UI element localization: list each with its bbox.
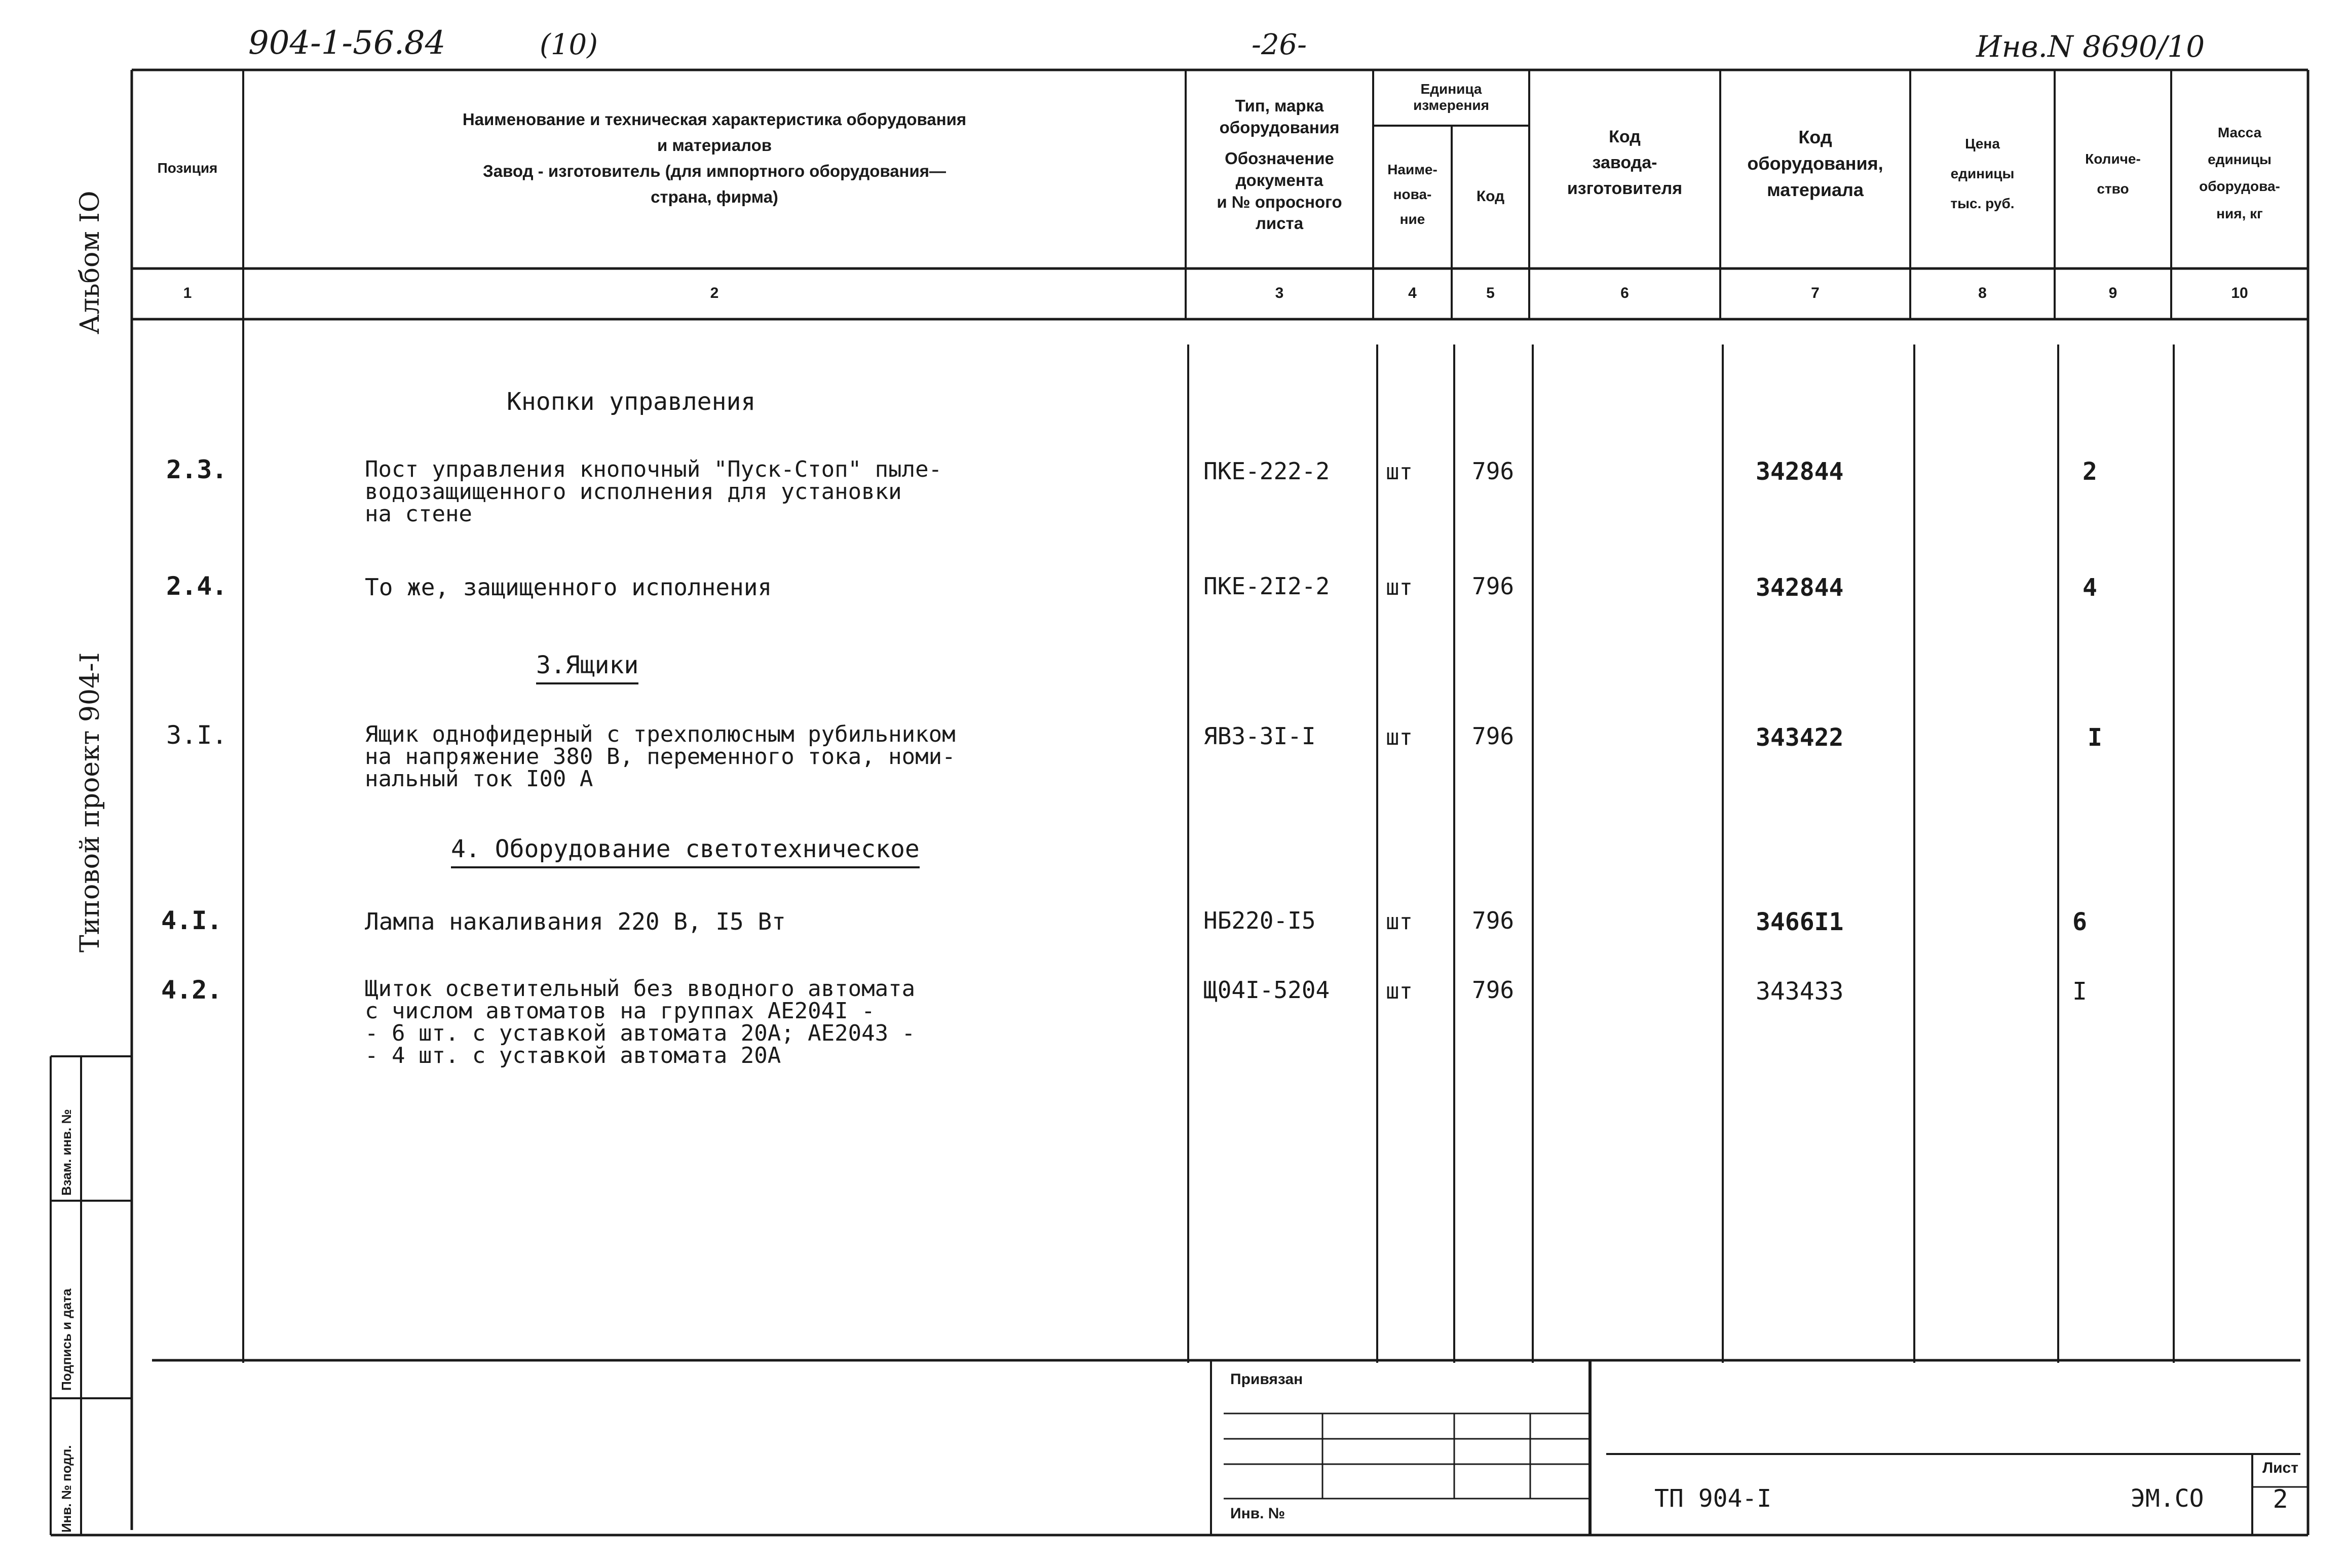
row-position: 3.I. xyxy=(166,720,228,750)
row-name: Лампа накаливания 220 В, I5 Вт xyxy=(365,908,786,935)
footer-doc: ТП 904-I xyxy=(1654,1484,1772,1513)
header-equipment-code: Код оборудования, материала xyxy=(1747,127,1883,201)
footer-mark: ЭМ.СО xyxy=(2131,1484,2204,1513)
row-quantity: I xyxy=(2088,723,2102,752)
col-number: 7 xyxy=(1811,285,1820,301)
row-type: Щ04I-5204 xyxy=(1203,976,1330,1004)
row-type: ПКЕ-222-2 xyxy=(1203,457,1330,485)
row-position: 4.I. xyxy=(161,906,222,935)
row-name: То же, защищенного исполнения xyxy=(365,573,772,601)
section-title: 3.Ящики xyxy=(536,651,638,679)
row-quantity: 4 xyxy=(2083,573,2097,602)
row-equipment-code: 343433 xyxy=(1756,977,1844,1006)
row-position: 2.3. xyxy=(166,455,228,484)
col-number: 5 xyxy=(1486,285,1495,301)
row-name: Пост управления кнопочный "Пуск-Стоп" пыле- водозащищенного исполнения для установки на стене xyxy=(365,456,942,527)
row-unit-code: 796 xyxy=(1472,722,1515,750)
row-type: НБ220-I5 xyxy=(1203,907,1316,934)
section-title: Кнопки управления xyxy=(507,388,756,416)
row-quantity: 6 xyxy=(2072,908,2087,936)
row-type: ПКЕ-2I2-2 xyxy=(1203,572,1330,600)
col-number: 8 xyxy=(1978,285,1987,301)
sheet-paren: (10) xyxy=(540,28,598,61)
row-unit-code: 796 xyxy=(1472,907,1515,934)
row-unit-code: 796 xyxy=(1472,572,1515,600)
row-equipment-code: 342844 xyxy=(1756,457,1844,486)
col-number: 9 xyxy=(2108,285,2117,301)
footer-sheet-label: Лист xyxy=(2262,1460,2298,1476)
row-equipment-code: 342844 xyxy=(1756,573,1844,602)
footer-sheet-value: 2 xyxy=(2273,1484,2288,1514)
row-equipment-code: 3466I1 xyxy=(1756,908,1844,936)
col-number: 2 xyxy=(710,285,719,301)
col-number: 3 xyxy=(1275,285,1284,301)
row-unit-code: 796 xyxy=(1472,457,1515,485)
stamp-inv-podl: Инв. № подл. xyxy=(59,1445,74,1533)
header-type: Тип, марка оборудования Обозначение документа и № опросного листа xyxy=(1217,96,1342,233)
header-factory-code: Код завода- изготовителя xyxy=(1567,127,1683,198)
row-quantity: I xyxy=(2072,977,2087,1006)
col-number: 6 xyxy=(1620,285,1629,301)
inventory-number: Инв.N 8690/10 xyxy=(1976,29,2205,64)
row-quantity: 2 xyxy=(2083,457,2097,486)
stamp-podpis: Подпись и дата xyxy=(59,1288,74,1391)
row-equipment-code: 343422 xyxy=(1756,723,1844,752)
header-mass: Масса единицы оборудова- ния, кг xyxy=(2199,125,2280,221)
row-type: ЯВЗ-3I-I xyxy=(1203,722,1316,750)
row-unit: шт xyxy=(1386,909,1413,935)
section-title: 4. Оборудование светотехническое xyxy=(451,835,920,863)
row-unit: шт xyxy=(1386,978,1413,1004)
footer-inv-no: Инв. № xyxy=(1230,1505,1285,1522)
header-unit-name: Наиме- нова- ние xyxy=(1387,162,1437,227)
col-number: 10 xyxy=(2231,285,2248,301)
header-position: Позиция xyxy=(157,160,218,176)
row-name: Щиток осветительный без вводного автомата с числом автоматов на группах АЕ204I - - 6 шт. с уставкой автомата 20А; АЕ2043 - - 4 шт. с уставкой автомата 20А xyxy=(365,976,916,1068)
col-number: 1 xyxy=(183,285,192,301)
project-label: Типовой проект 904-I xyxy=(75,652,105,952)
row-unit: шт xyxy=(1386,459,1413,485)
page-number: -26- xyxy=(1252,28,1307,61)
header-unit-group: Единица измерения xyxy=(1413,81,1489,113)
doc-code: 904-1-56.84 xyxy=(248,24,446,62)
row-unit-code: 796 xyxy=(1472,976,1515,1004)
header-quantity: Количе- ство xyxy=(2085,151,2141,197)
header-name: Наименование и техническая характеристика оборудования и материалов Завод - изготовитель (для импортного оборудования— страна, фирма) xyxy=(462,110,967,207)
footer-privyazan: Привязан xyxy=(1230,1371,1303,1388)
row-position: 2.4. xyxy=(166,571,228,601)
header-unit-code: Код xyxy=(1476,188,1505,205)
album-label: Альбом IO xyxy=(75,190,105,334)
row-unit: шт xyxy=(1386,575,1413,600)
row-unit: шт xyxy=(1386,724,1413,750)
header-price: Цена единицы тыс. руб. xyxy=(1950,136,2015,211)
col-number: 4 xyxy=(1408,285,1417,301)
row-position: 4.2. xyxy=(161,975,222,1005)
stamp-vzam: Взам. инв. № xyxy=(59,1109,74,1196)
row-name: Ящик однофидерный с трехполюсным рубильником на напряжение 380 В, переменного тока, номи- нальный ток I00 А xyxy=(365,721,956,792)
